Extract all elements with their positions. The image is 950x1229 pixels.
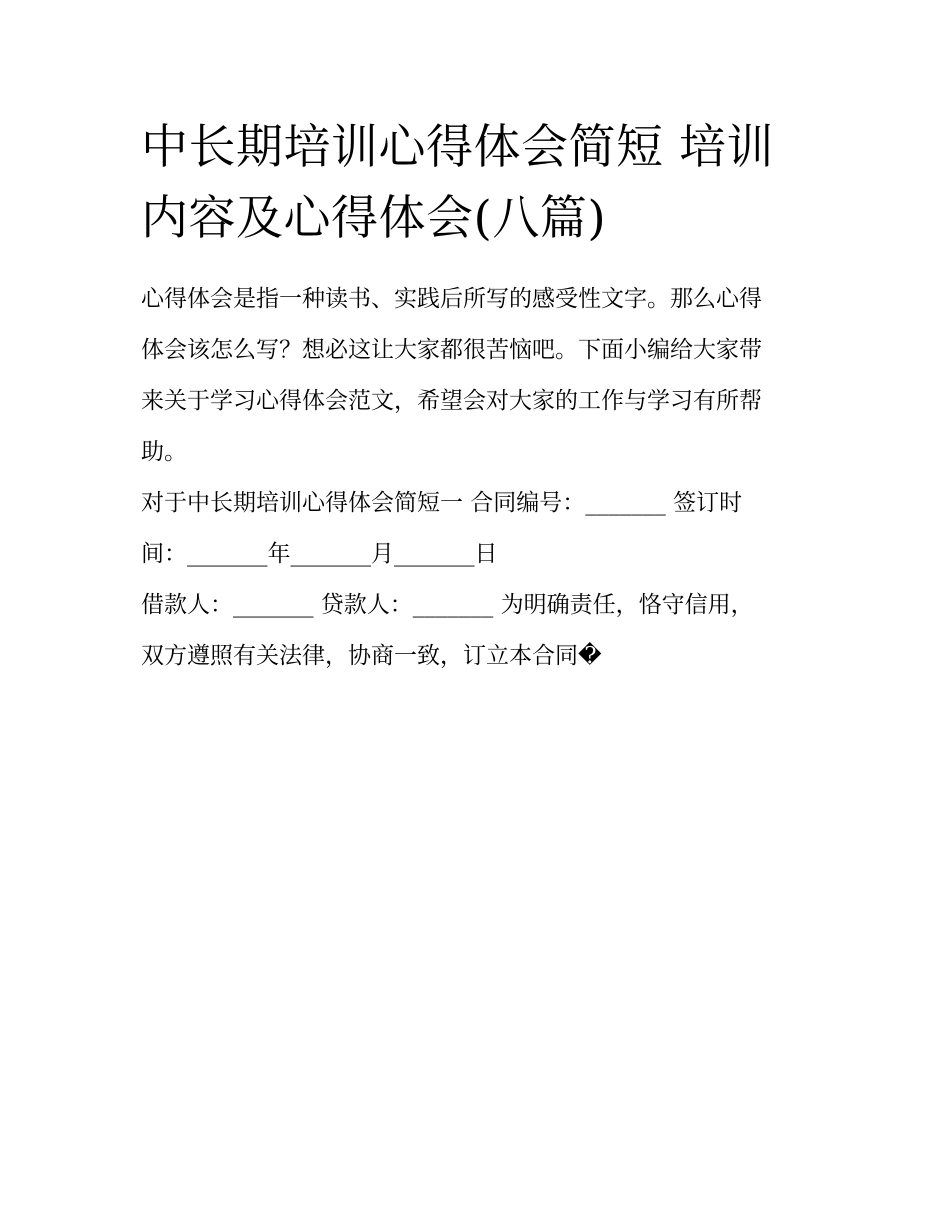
text-line: 心得体会是指一种读书、实践后所写的感受性文字。那么心得 bbox=[141, 286, 762, 312]
text-line: 来关于学习心得体会范文，希望会对大家的工作与学习有所帮 bbox=[141, 388, 762, 414]
document-title bbox=[141, 112, 821, 254]
text-line: 双方遵照有关法律，协商一致，订立本合同� bbox=[141, 643, 602, 669]
title-line: 中长期培训心得体会简短 培训 bbox=[141, 120, 774, 175]
title-line: 内容及心得体会(八篇) bbox=[141, 191, 607, 246]
text-line: 间：_______年_______月_______日 bbox=[141, 541, 498, 567]
text-line: 体会该怎么写？想必这让大家都很苦恼吧。下面小编给大家带 bbox=[141, 337, 762, 363]
text-line: 助。 bbox=[141, 439, 187, 465]
document-content bbox=[141, 112, 821, 682]
intro-paragraph bbox=[141, 274, 821, 478]
text-line: 借款人：_______ 贷款人：_______ 为明确责任，恪守信用， bbox=[141, 592, 754, 618]
text-line: 对于中长期培训心得体会简短一 合同编号：_______ 签订时 bbox=[141, 490, 743, 516]
contract-paragraph bbox=[141, 478, 821, 682]
